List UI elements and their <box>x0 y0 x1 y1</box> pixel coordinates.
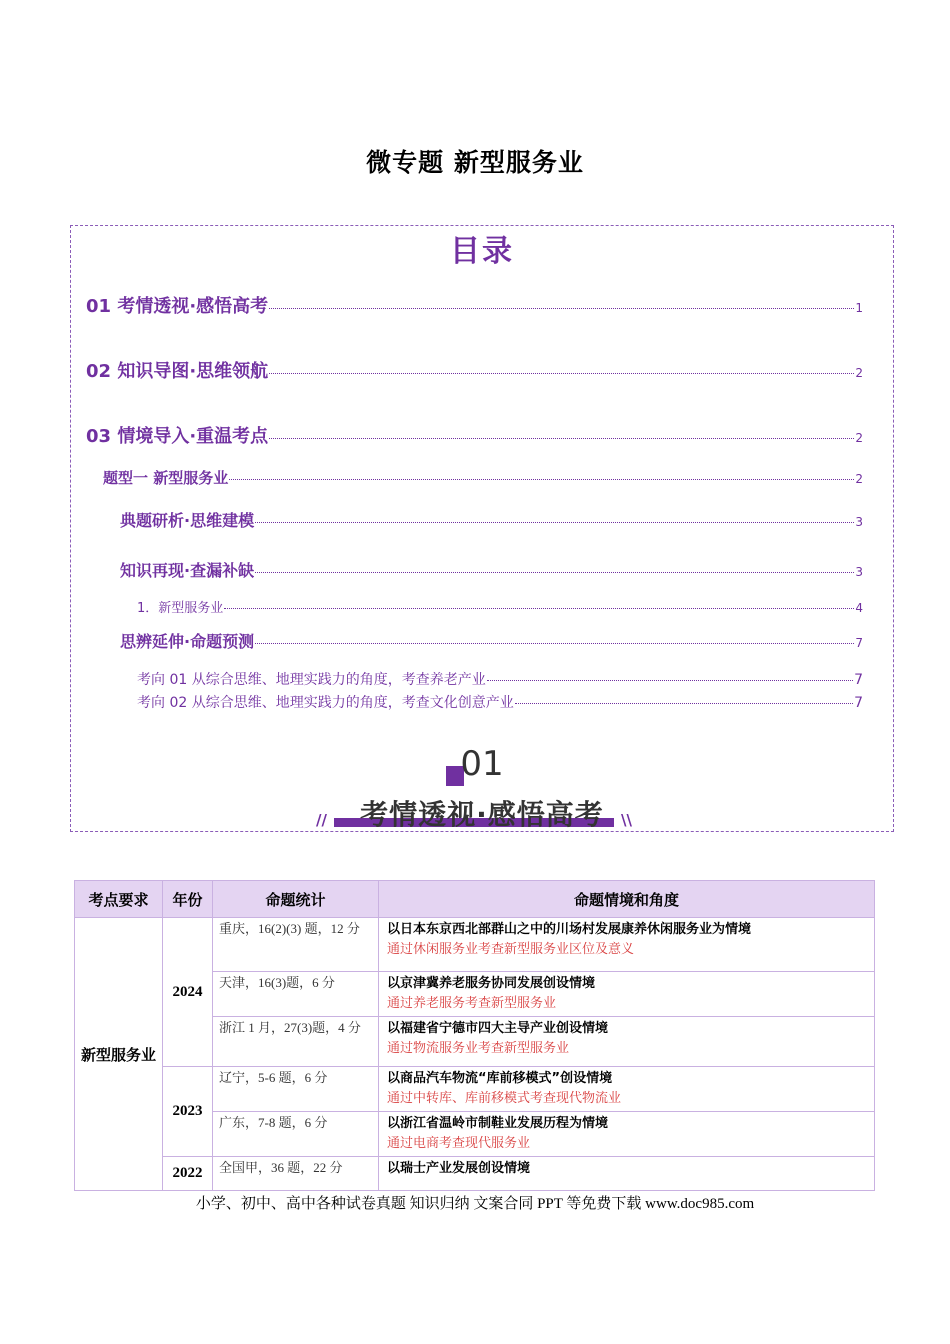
toc-leader-dots <box>224 608 854 609</box>
table-header: 考点要求 <box>75 881 163 918</box>
table-header: 年份 <box>163 881 213 918</box>
toc-leader-dots <box>255 522 854 523</box>
toc-page-number: 1 <box>855 301 863 315</box>
toc-entry-label: 03 情境导入·重温考点 <box>86 426 269 447</box>
toc-leader-dots <box>515 703 853 704</box>
stat-cell: 全国甲，36 题，22 分 <box>213 1157 379 1191</box>
context-text: 以浙江省温岭市制鞋业发展历程为情境 <box>387 1116 609 1131</box>
context-text: 以日本东京西北部群山之中的川场村发展康养休闲服务业为情境 <box>387 922 752 937</box>
toc-leader-dots <box>269 308 854 309</box>
toc-leader-dots <box>255 572 854 573</box>
toc-entry[interactable] <box>120 508 863 531</box>
section-title: 考情透视·感悟高考 <box>360 798 604 831</box>
table-of-contents <box>70 225 894 832</box>
left-slash-mark: // <box>316 811 327 829</box>
toc-entry[interactable] <box>86 422 863 448</box>
table-header: 命题统计 <box>213 881 379 918</box>
table-header: 命题情境和角度 <box>379 881 875 918</box>
table-row <box>75 1157 875 1191</box>
table-row <box>75 918 875 972</box>
context-text: 以京津冀养老服务协同发展创设情境 <box>387 976 596 991</box>
toc-entry-label: 知识再现·查漏补缺 <box>120 561 255 580</box>
toc-entry[interactable] <box>137 669 863 689</box>
toc-entry-label: 典题研析·思维建模 <box>120 511 255 530</box>
angle-text: 通过电商考查现代服务业 <box>387 1136 531 1151</box>
right-slash-mark: \\ <box>621 811 632 829</box>
toc-entry-label: 思辨延伸·命题预测 <box>120 632 255 651</box>
topic-cell: 新型服务业 <box>75 918 163 1191</box>
toc-leader-dots <box>229 479 854 480</box>
toc-heading: 目录 <box>450 234 514 269</box>
toc-leader-dots <box>269 438 854 439</box>
angle-text: 通过休闲服务业考查新型服务业区位及意义 <box>387 942 635 957</box>
page-title: 微专题 新型服务业 <box>366 148 584 177</box>
toc-entry-label: 题型一 新型服务业 <box>103 469 229 487</box>
toc-entry-label: 考向 02 从综合思维、地理实践力的角度，考查文化创意产业 <box>137 695 514 711</box>
angle-text: 通过物流服务业考查新型服务业 <box>387 1041 570 1056</box>
toc-page-number: 7 <box>855 636 863 650</box>
stat-cell: 天津，16(3)题，6 分 <box>213 972 379 1017</box>
toc-page-number: 7 <box>854 695 863 711</box>
page-footer: 小学、初中、高中各种试卷真题 知识归纳 文案合同 PPT 等免费下载 www.doc985.com <box>195 1196 755 1212</box>
year-cell: 2022 <box>163 1157 213 1191</box>
toc-leader-dots <box>255 643 854 644</box>
angle-text: 通过养老服务考查新型服务业 <box>387 996 557 1011</box>
toc-page-number: 2 <box>855 366 863 380</box>
toc-entry[interactable] <box>86 357 863 383</box>
toc-entry[interactable] <box>120 629 863 652</box>
toc-entry[interactable] <box>137 692 863 712</box>
exam-analysis-table <box>74 880 875 1191</box>
context-cell <box>379 972 875 1017</box>
year-cell: 2023 <box>163 1067 213 1157</box>
toc-page-number: 3 <box>855 515 863 529</box>
toc-entry[interactable] <box>103 467 863 488</box>
context-cell <box>379 1067 875 1112</box>
context-cell <box>379 1157 875 1191</box>
toc-entry[interactable] <box>86 292 863 318</box>
stat-cell: 辽宁，5-6 题，6 分 <box>213 1067 379 1112</box>
table-header-row <box>75 881 875 918</box>
toc-entry[interactable] <box>137 597 863 616</box>
toc-leader-dots <box>269 373 854 374</box>
toc-page-number: 3 <box>855 565 863 579</box>
toc-page-number: 7 <box>854 672 863 688</box>
table-row <box>75 1067 875 1112</box>
toc-page-number: 2 <box>855 431 863 445</box>
context-cell <box>379 1112 875 1157</box>
toc-entry-label: 01 考情透视·感悟高考 <box>86 296 269 317</box>
context-cell <box>379 1017 875 1067</box>
toc-entry-label: 考向 01 从综合思维、地理实践力的角度，考查养老产业 <box>137 672 486 688</box>
toc-page-number: 2 <box>855 472 863 486</box>
year-cell: 2024 <box>163 918 213 1067</box>
context-text: 以福建省宁德市四大主导产业创设情境 <box>387 1021 609 1036</box>
stat-cell: 重庆，16(2)(3) 题，12 分 <box>213 918 379 972</box>
stat-cell: 广东，7-8 题，6 分 <box>213 1112 379 1157</box>
toc-leader-dots <box>487 680 853 681</box>
toc-entry-label: 1．新型服务业 <box>137 601 224 616</box>
toc-entry[interactable] <box>120 558 863 581</box>
context-text: 以瑞士产业发展创设情境 <box>387 1161 531 1176</box>
toc-entry-label: 02 知识导图·思维领航 <box>86 361 269 382</box>
section-number: 01 <box>460 744 504 784</box>
toc-page-number: 4 <box>855 601 863 615</box>
context-text: 以商品汽车物流“库前移模式”创设情境 <box>387 1071 613 1086</box>
angle-text: 通过中转库、库前移模式考查现代物流业 <box>387 1091 622 1106</box>
stat-cell: 浙江 1 月，27(3)题，4 分 <box>213 1017 379 1067</box>
context-cell <box>379 918 875 972</box>
